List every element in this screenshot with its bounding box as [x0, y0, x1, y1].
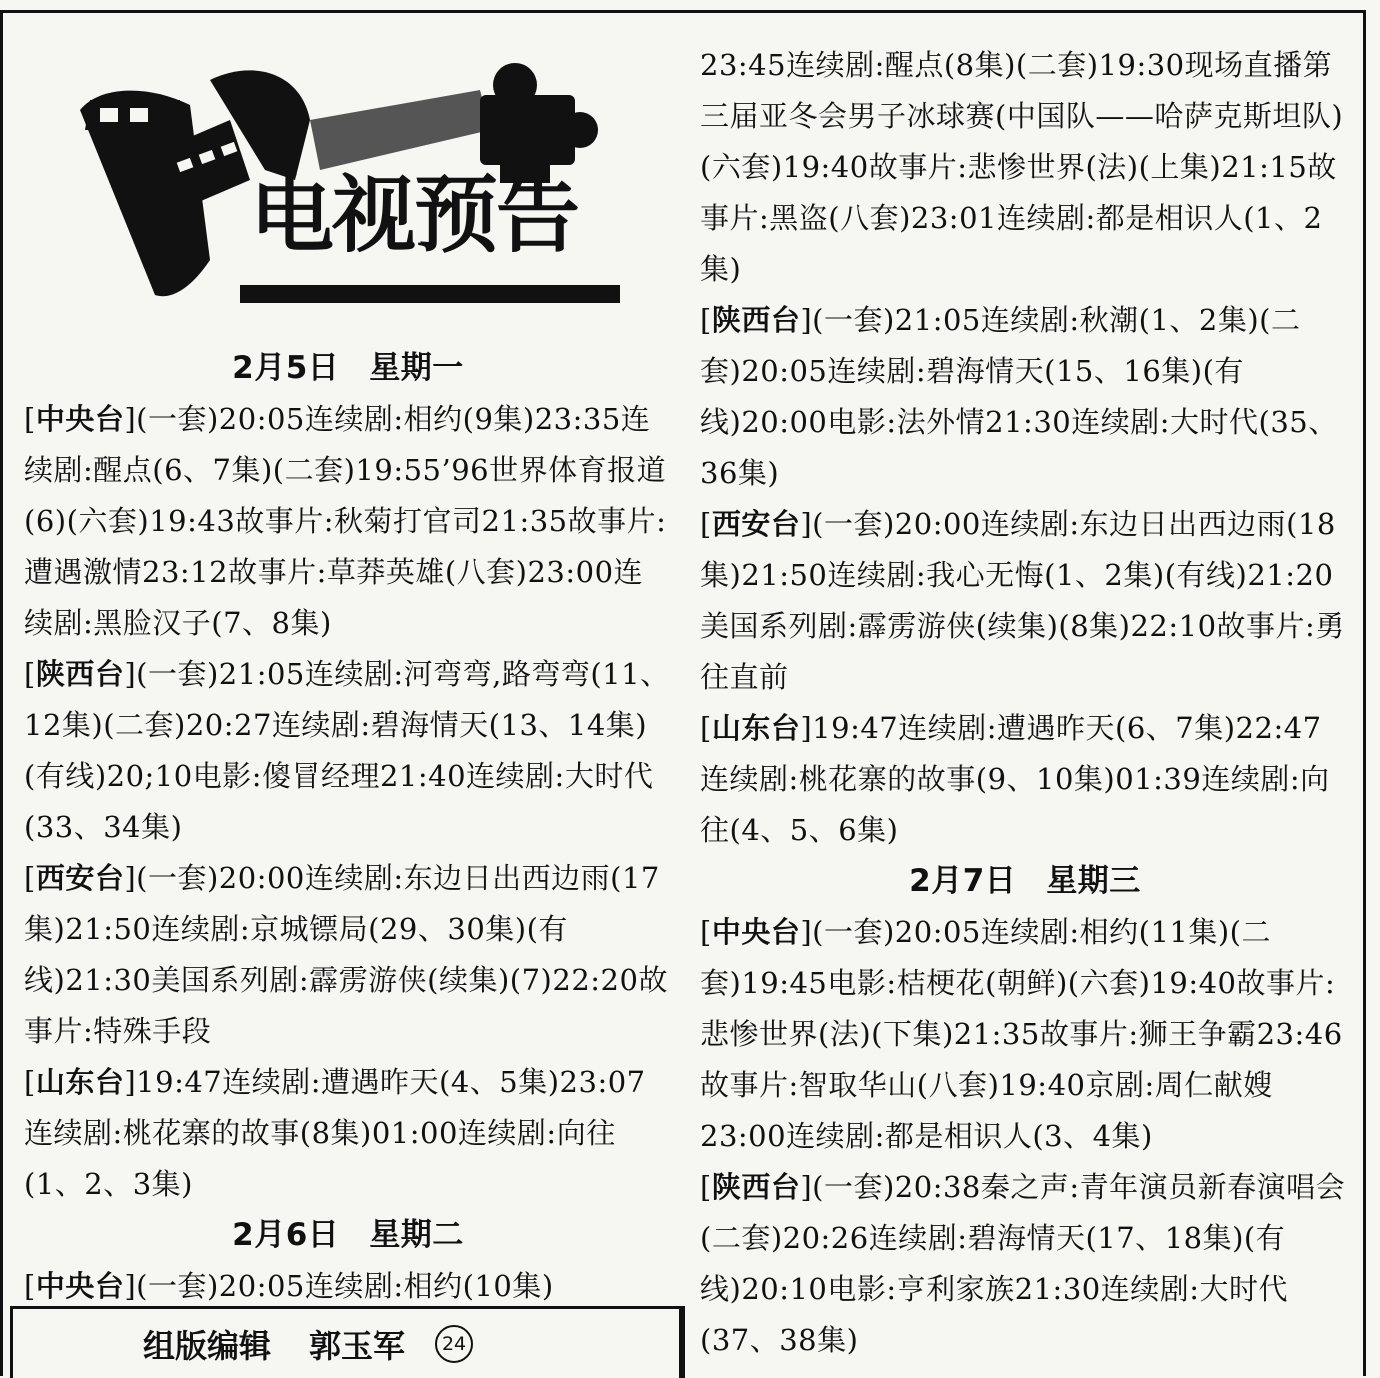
- weekday-text: 星期一: [369, 350, 464, 386]
- date-heading: [24, 343, 672, 394]
- weekday-text: 星期二: [369, 1217, 464, 1253]
- program-list: (一套)20:05连续剧:相约(9集)23:35连续剧:醒点(6、7集)(二套)19:55’96世界体育报道(6)(六套)19:43故事片:秋菊打官司21:35故事片:遭遇激情23:12故事片:草莽英雄(八套)23:00连续剧:黑脸汉子(7、8集): [24, 402, 667, 640]
- program-list: (一套)20:05连续剧:相约(11集)(二套)19:45电影:桔梗花(朝鲜)(六套)19:40故事片:悲惨世界(法)(下集)21:35故事片:狮王争霸23:46故事片:智取华山(八套)19:40京剧:周仁献嫂23:00连续剧:都是相识人(3、4集): [700, 915, 1343, 1153]
- station-name: 中央台: [35, 1269, 125, 1303]
- bracket-open: [: [700, 915, 712, 949]
- bracket-open: [: [700, 507, 712, 541]
- schedule-entry: [24, 649, 672, 853]
- program-list: 19:47连续剧:遭遇昨天(6、7集)22:47连续剧:桃花寨的故事(9、10集)01:39连续剧:向往(4、5、6集): [700, 711, 1330, 847]
- station-name: 陕西台: [711, 1170, 801, 1204]
- station-name: 西安台: [711, 507, 801, 541]
- schedule-entry: [24, 853, 672, 1057]
- bracket-close: ]: [800, 507, 813, 541]
- bracket-close: ]: [800, 711, 813, 745]
- bracket-close: ]: [800, 915, 813, 949]
- program-list: 23:45连续剧:醒点(8集)(二套)19:30现场直播第三届亚冬会男子冰球赛(中国队——哈萨克斯坦队)(六套)19:40故事片:悲惨世界(法)(上集)21:15故事片:黑盗(八套)23:01连续剧:都是相识人(1、2集): [700, 48, 1344, 286]
- program-list: (一套)20:38秦之声:青年演员新春演唱会(二套)20:26连续剧:碧海情天(17、18集)(有线)20:10电影:亨利家族21:30连续剧:大时代(37、38集): [700, 1170, 1346, 1357]
- schedule-entry: [700, 295, 1350, 499]
- bracket-open: [: [700, 303, 712, 337]
- logo-title: 电视预告: [250, 166, 579, 264]
- bracket-open: [: [24, 1065, 36, 1099]
- program-list: (一套)20:00连续剧:东边日出西边雨(18集)21:50连续剧:我心无悔(1、2集)(有线)21:20美国系列剧:霹雳游侠(续集)(8集)22:10故事片:勇往直前: [700, 507, 1345, 694]
- editor-name: 郭玉军: [309, 1326, 406, 1365]
- date-heading: [700, 856, 1350, 907]
- schedule-entry: [24, 394, 672, 649]
- station-name: 山东台: [35, 1065, 125, 1099]
- schedule-column-left: [24, 343, 672, 1312]
- schedule-entry: [24, 1261, 672, 1312]
- station-name: 陕西台: [35, 657, 125, 691]
- weekday-text: 星期三: [1046, 863, 1141, 899]
- date-text: 2月6日: [232, 1217, 340, 1253]
- bracket-close: ]: [124, 402, 137, 436]
- footer-divider: [682, 1306, 685, 1378]
- editor-role: 组版编辑: [143, 1326, 272, 1365]
- bracket-close: ]: [124, 861, 137, 895]
- station-name: 陕西台: [711, 303, 801, 337]
- footer-credit: [10, 1306, 682, 1378]
- station-name: 中央台: [711, 915, 801, 949]
- schedule-entry: [700, 499, 1350, 703]
- bracket-open: [: [24, 657, 36, 691]
- program-list: (一套)21:05连续剧:秋潮(1、2集)(二套)20:05连续剧:碧海情天(15、16集)(有线)20:00电影:法外情21:30连续剧:大时代(35、36集): [700, 303, 1338, 490]
- program-list: (一套)20:00连续剧:东边日出西边雨(17集)21:50连续剧:京城镖局(29、30集)(有线)21:30美国系列剧:霹雳游侠(续集)(7)22:20故事片:特殊手段: [24, 861, 668, 1048]
- bracket-close: ]: [124, 657, 137, 691]
- program-list: (一套)21:05连续剧:河弯弯,路弯弯(11、12集)(二套)20:27连续剧:碧海情天(13、14集)(有线)20;10电影:傻冒经理21:40连续剧:大时代(33、34集): [24, 657, 670, 844]
- bracket-close: ]: [124, 1065, 137, 1099]
- bracket-open: [: [700, 711, 712, 745]
- schedule-entry: [24, 1057, 672, 1210]
- date-text: 2月5日: [232, 350, 340, 386]
- schedule-entry: [700, 1162, 1350, 1366]
- schedule-continuation: [700, 40, 1350, 295]
- schedule-column-right: [700, 40, 1350, 1366]
- bracket-open: [: [24, 1269, 36, 1303]
- bracket-close: ]: [124, 1269, 137, 1303]
- date-text: 2月7日: [909, 863, 1017, 899]
- schedule-entry: [700, 907, 1350, 1162]
- bracket-close: ]: [800, 1170, 813, 1204]
- bracket-open: [: [24, 861, 36, 895]
- program-list: (一套)20:05连续剧:相约(10集): [136, 1269, 554, 1303]
- station-name: 中央台: [35, 402, 125, 436]
- bracket-open: [: [700, 1170, 712, 1204]
- date-heading: [24, 1210, 672, 1261]
- bracket-close: ]: [800, 303, 813, 337]
- program-list: 19:47连续剧:遭遇昨天(4、5集)23:07连续剧:桃花寨的故事(8集)01:00连续剧:向往(1、2、3集): [24, 1065, 646, 1201]
- page-number: 24: [435, 1325, 473, 1363]
- station-name: 西安台: [35, 861, 125, 895]
- schedule-entry: [700, 703, 1350, 856]
- station-name: 山东台: [711, 711, 801, 745]
- bracket-open: [: [24, 402, 36, 436]
